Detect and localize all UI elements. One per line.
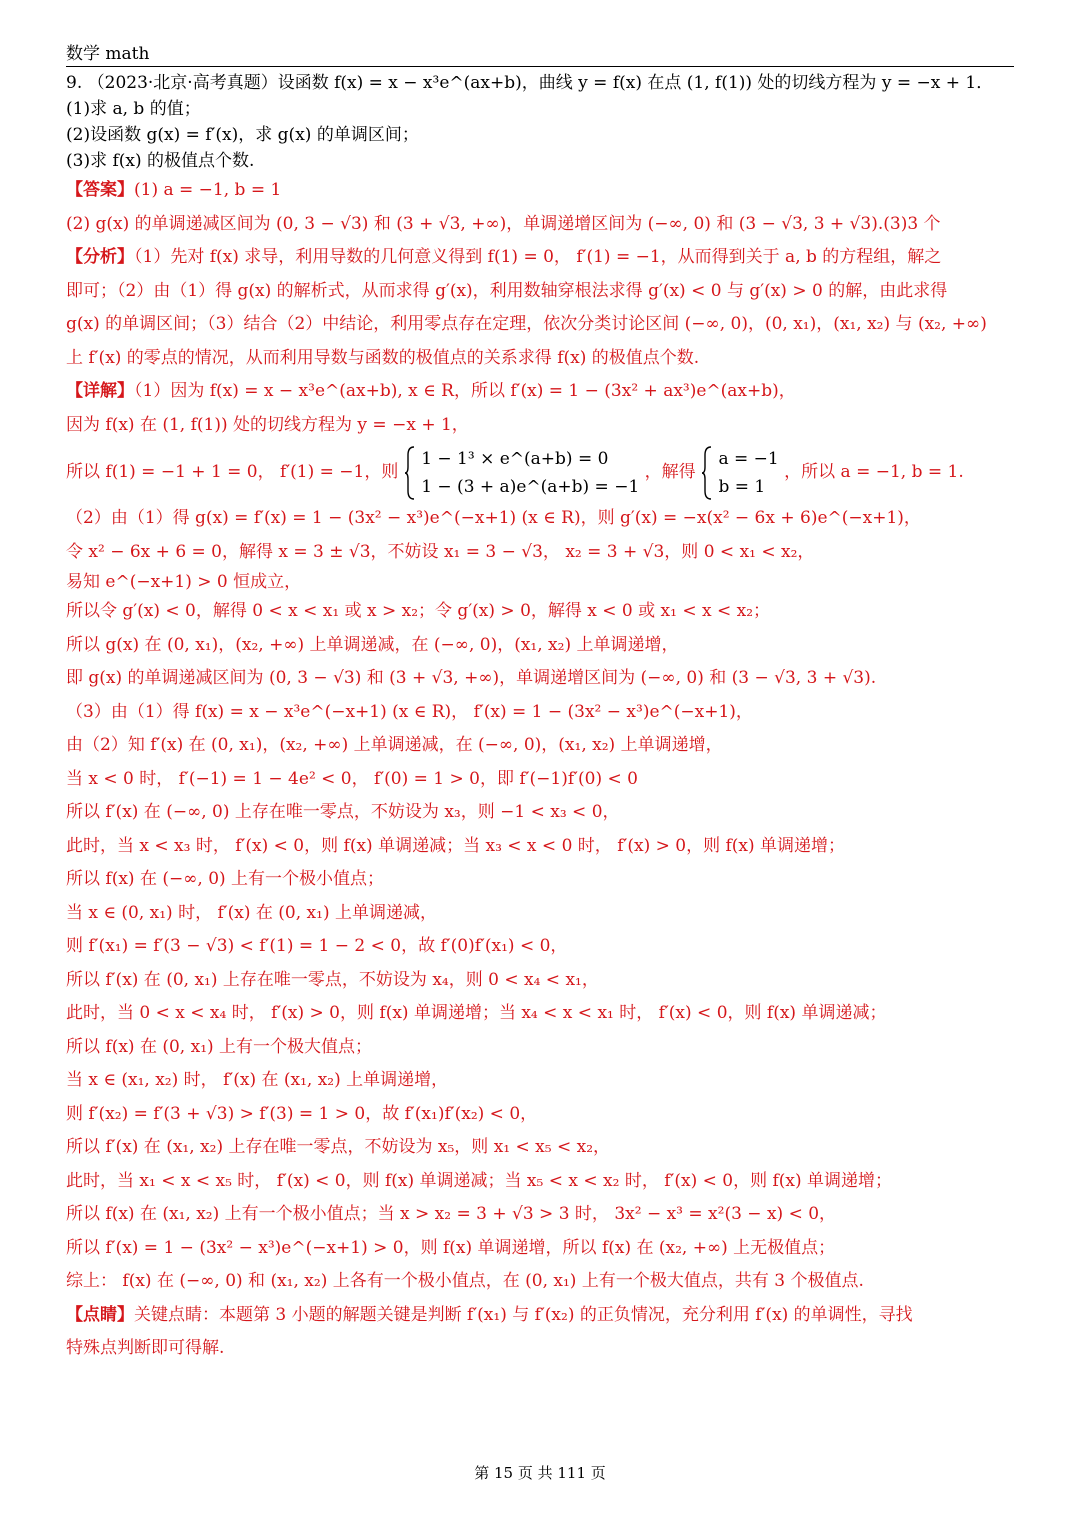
analysis-line-3: g(x) 的单调区间；（3）结合（2）中结论，利用零点存在定理，依次分类讨论区间 (−∞, 0)，(0, x₁)，(x₁, x₂) 与 (x₂, +∞): [66, 314, 987, 334]
detail-p3-line-14: 所以 f′(x) 在 (x₁, x₂) 上存在唯一零点，不妨设为 x₅，则 x₁ < x₅ < x₂，: [66, 1137, 611, 1157]
detail-line-2: 因为 f(x) 在 (1, f(1)) 处的切线方程为 y = −x + 1，: [66, 414, 469, 435]
detail-p3-line-16: 所以 f(x) 在 (x₁, x₂) 上有一个极小值点；当 x > x₂ = 3 + √3 > 3 时， 3x² − x³ = x²(3 − x) < 0，: [66, 1204, 837, 1224]
system-equation-1: 1 − 1³ × e^(a+b) = 0: [421, 448, 609, 469]
answer-part-1: (1) a = −1, b = 1: [134, 180, 282, 200]
system-prefix: 所以 f(1) = −1 + 1 = 0， f′(1) = −1，则: [66, 462, 399, 482]
detail-p3-line-3: 当 x < 0 时， f′(−1) = 1 − 4e² < 0， f′(0) = 1 > 0，即 f′(−1)f′(0) < 0: [66, 768, 638, 789]
question-part-1: (1)求 a, b 的值；: [66, 99, 201, 119]
analysis-line-1: [66, 241, 1016, 275]
remark-line-2: 特殊点判断即可得解.: [66, 1338, 225, 1358]
analysis-line-4: 上 f′(x) 的零点的情况，从而利用导数与函数的极值点的关系求得 f(x) 的极值点个数.: [66, 347, 700, 368]
detail-p2-line-3: 易知 e^(−x+1) > 0 恒成立，: [66, 572, 302, 592]
left-brace-icon: [701, 445, 713, 501]
system-equation-2: 1 − (3 + a)e^(a+b) = −1: [421, 476, 640, 497]
remark-label: 【点睛】: [66, 1304, 134, 1325]
detail-p3-line-5: 此时，当 x < x₃ 时， f′(x) < 0，则 f(x) 单调递减；当 x₃ < x < 0 时， f′(x) > 0，则 f(x) 单调递增；: [66, 835, 846, 856]
header-subject: 数学 math: [66, 44, 150, 64]
detail-p2-line-1: （2）由（1）得 g(x) = f′(x) = 1 − (3x² − x³)e^(−x+1) (x ∈ R)，则 g′(x) = −x(x² − 6x + 6)e^(−x+1)，: [66, 508, 921, 528]
document-body: [66, 70, 1016, 1366]
remark-line-1: [66, 1299, 1016, 1333]
answer-line-2: (2) g(x) 的单调递减区间为 (0, 3 − √3) 和 (3 + √3, +∞)，单调递增区间为 (−∞, 0) 和 (3 − √3, 3 + √3).(3)3 个: [66, 213, 941, 234]
detail-p3-line-10: 此时，当 0 < x < x₄ 时， f′(x) > 0，则 f(x) 单调递增；当 x₄ < x < x₁ 时， f′(x) < 0，则 f(x) 单调递减；: [66, 1003, 887, 1023]
detail-p3-line-4: 所以 f′(x) 在 (−∞, 0) 上存在唯一零点，不妨设为 x₃，则 −1 < x₃ < 0，: [66, 802, 620, 822]
page-header: [66, 42, 1014, 67]
analysis-line-2: 即可；（2）由（1）得 g(x) 的解析式，从而求得 g′(x)，利用数轴穿根法求得 g′(x) < 0 与 g′(x) > 0 的解，由此求得: [66, 280, 948, 301]
detail-p2-line-5: 所以 g(x) 在 (0, x₁)，(x₂, +∞) 上单调递减，在 (−∞, 0)，(x₁, x₂) 上单调递增，: [66, 634, 679, 655]
system-solution-1: a = −1: [718, 448, 779, 469]
detail-p3-line-13: 则 f′(x₂) = f′(3 + √3) > f′(3) = 1 > 0，故 f′(x₁)f′(x₂) < 0，: [66, 1103, 538, 1124]
detail-p3-line-9: 所以 f′(x) 在 (0, x₁) 上存在唯一零点，不妨设为 x₄，则 0 < x₄ < x₁，: [66, 969, 599, 990]
detail-p2-line-4: 所以令 g′(x) < 0，解得 0 < x < x₁ 或 x > x₂；令 g′(x) > 0，解得 x < 0 或 x₁ < x < x₂；: [66, 601, 771, 621]
system-suffix: ，所以 a = −1, b = 1.: [784, 462, 964, 482]
detail-p3-line-1: （3）由（1）得 f(x) = x − x³e^(−x+1) (x ∈ R)， f′(x) = 1 − (3x² − x³)e^(−x+1)，: [66, 701, 753, 722]
system-solutions: [718, 445, 778, 501]
detail-p2-line-2: 令 x² − 6x + 6 = 0，解得 x = 3 ± √3，不妨设 x₁ = 3 − √3， x₂ = 3 + √3，则 0 < x₁ < x₂，: [66, 541, 815, 562]
analysis-label: 【分析】: [66, 247, 134, 267]
detail-p2-line-6: 即 g(x) 的单调递减区间为 (0, 3 − √3) 和 (3 + √3, +∞)，单调递增区间为 (−∞, 0) 和 (3 − √3, 3 + √3).: [66, 668, 877, 688]
question-part-2: (2)设函数 g(x) = f′(x)，求 g(x) 的单调区间；: [66, 125, 419, 145]
detail-text: （1）因为 f(x) = x − x³e^(ax+b), x ∈ R，所以 f′(x) = 1 − (3x² + ax³)e^(ax+b)，: [134, 381, 796, 401]
detail-p3-line-6: 所以 f(x) 在 (−∞, 0) 上有一个极小值点；: [66, 869, 385, 889]
answer-label: 【答案】: [66, 180, 134, 200]
remark-text: 关键点睛：本题第 3 小题的解题关键是判断 f′(x₁) 与 f′(x₂) 的正负情况，充分利用 f′(x) 的单调性，寻找: [134, 1304, 913, 1325]
analysis-text: （1）先对 f(x) 求导，利用导数的几何意义得到 f(1) = 0， f′(1) = −1，从而得到关于 a, b 的方程组，解之: [134, 247, 942, 267]
detail-p3-line-2: 由（2）知 f′(x) 在 (0, x₁)，(x₂, +∞) 上单调递减，在 (−∞, 0)，(x₁, x₂) 上单调递增，: [66, 735, 723, 755]
detail-p3-line-12: 当 x ∈ (x₁, x₂) 时， f′(x) 在 (x₁, x₂) 上单调递增，: [66, 1070, 449, 1090]
question-part-3: (3)求 f(x) 的极值点个数.: [66, 151, 255, 171]
detail-p3-line-17: 所以 f′(x) = 1 − (3x² − x³)e^(−x+1) > 0，则 f(x) 单调递增，所以 f(x) 在 (x₂, +∞) 上无极值点；: [66, 1237, 836, 1258]
detail-p3-line-18: 综上： f(x) 在 (−∞, 0) 和 (x₁, x₂) 上各有一个极小值点，在 (0, x₁) 上有一个极大值点，共有 3 个极值点.: [66, 1271, 864, 1291]
system-mid: ，解得: [644, 462, 696, 482]
detail-p3-line-7: 当 x ∈ (0, x₁) 时， f′(x) 在 (0, x₁) 上单调递减，: [66, 902, 437, 923]
question-stem: 9. （2023·北京·高考真题）设函数 f(x) = x − x³e^(ax+b)，曲线 y = f(x) 在点 (1, f(1)) 处的切线方程为 y = −x + 1．: [66, 73, 994, 93]
system-solution-2: b = 1: [718, 476, 766, 497]
equation-system-line: [66, 442, 1016, 502]
page-footer: 第 15 页 共 111 页: [474, 1464, 606, 1482]
left-brace-icon: [404, 445, 416, 501]
detail-p3-line-8: 则 f′(x₁) = f′(3 − √3) < f′(1) = 1 − 2 < 0，故 f′(0)f′(x₁) < 0，: [66, 936, 568, 956]
detail-p3-line-11: 所以 f(x) 在 (0, x₁) 上有一个极大值点；: [66, 1036, 373, 1057]
answer-line-1: [66, 174, 1016, 208]
system-equations: [421, 445, 639, 501]
detail-p3-line-15: 此时，当 x₁ < x < x₅ 时， f′(x) < 0，则 f(x) 单调递减；当 x₅ < x < x₂ 时， f′(x) < 0，则 f(x) 单调递增；: [66, 1170, 893, 1191]
detail-label: 【详解】: [66, 381, 134, 401]
detail-line-1: [66, 375, 1016, 409]
